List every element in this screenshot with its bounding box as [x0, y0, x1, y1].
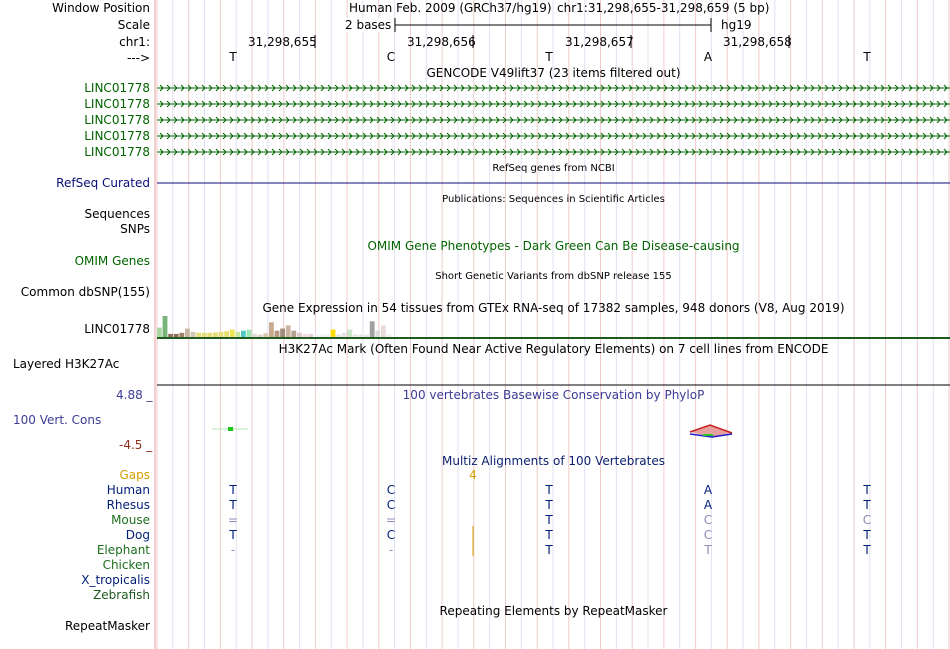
gencode-item-1[interactable]: LINC01778	[84, 81, 150, 95]
base-4: A	[703, 50, 713, 64]
gtex-bar[interactable]	[342, 333, 347, 337]
alignment-base: -	[230, 543, 236, 557]
scale-db: hg19	[721, 18, 752, 32]
gap-count: 4	[469, 468, 477, 482]
alignment-base: T	[545, 498, 553, 512]
species-label[interactable]: Human	[106, 483, 150, 497]
omim-label[interactable]: OMIM Genes	[74, 254, 150, 268]
gtex-bar[interactable]	[364, 335, 369, 338]
gtex-bar[interactable]	[269, 322, 274, 337]
gencode-transcript-line[interactable]	[157, 133, 950, 139]
alignment-base: C	[386, 483, 396, 497]
position-text[interactable]: chr1:31,298,655-31,298,659 (5 bp)	[557, 1, 770, 15]
alignment-base: =	[227, 513, 239, 527]
gtex-bar[interactable]	[325, 335, 330, 338]
alignment-base: T	[863, 483, 871, 497]
alignment-base: C	[703, 528, 713, 542]
alignment-base: T	[545, 528, 553, 542]
gtex-bar[interactable]	[286, 325, 291, 337]
gtex-title[interactable]: Gene Expression in 54 tissues from GTEx RNA-seq of 17382 samples, 948 donors (V8, Aug 2019)	[262, 301, 845, 315]
alignment-base: T	[229, 483, 237, 497]
refseq-label[interactable]: RefSeq Curated	[56, 176, 150, 190]
gtex-bar[interactable]	[252, 334, 257, 337]
alignment-base: T	[229, 498, 237, 512]
gtex-bar[interactable]	[370, 321, 375, 337]
gencode-item-3[interactable]: LINC01778	[84, 113, 150, 127]
gencode-transcript-line[interactable]	[157, 149, 950, 155]
alignment-base: A	[703, 483, 713, 497]
gtex-bar[interactable]	[163, 316, 168, 337]
gtex-bar[interactable]	[157, 328, 162, 338]
coordinate-ticks	[315, 35, 789, 48]
alignment-base: -	[388, 543, 394, 557]
gtex-bar[interactable]	[168, 334, 173, 337]
alignment-base: C	[386, 498, 396, 512]
gtex-bar[interactable]	[235, 332, 240, 337]
base-1: T	[229, 50, 237, 64]
gtex-bar[interactable]	[258, 335, 263, 338]
gtex-bar[interactable]	[263, 333, 268, 337]
gtex-bar[interactable]	[275, 331, 280, 337]
dbsnp-title[interactable]: Short Genetic Variants from dbSNP release 155	[435, 271, 672, 282]
phylop-max-label: 4.88 _	[116, 388, 153, 402]
gtex-bar[interactable]	[319, 335, 324, 338]
gtex-bar[interactable]	[207, 333, 212, 337]
phylop-signal[interactable]	[212, 425, 732, 437]
h3k27ac-title[interactable]: H3K27Ac Mark (Often Found Near Active Regulatory Elements) on 7 cell lines from ENCODE	[278, 342, 829, 356]
alignment-base: C	[386, 528, 396, 542]
gtex-expression-bars[interactable]	[157, 316, 391, 337]
species-label[interactable]: Mouse	[111, 513, 150, 527]
base-5: T	[863, 50, 871, 64]
dbsnp-label[interactable]: Common dbSNP(155)	[20, 285, 150, 299]
publications-title[interactable]: Publications: Sequences in Scientific Articles	[442, 194, 665, 205]
base-3: T	[545, 50, 553, 64]
gtex-bar[interactable]	[230, 330, 235, 337]
gtex-bar[interactable]	[353, 335, 358, 338]
gtex-bar[interactable]	[336, 335, 341, 338]
gtex-bar[interactable]	[247, 330, 252, 337]
gtex-bar[interactable]	[314, 335, 319, 338]
gtex-bar[interactable]	[213, 332, 218, 337]
omim-title[interactable]: OMIM Gene Phenotypes - Dark Green Can Be Disease-causing	[367, 239, 740, 253]
scale-value: 2 bases	[345, 18, 392, 32]
alignment-base: T	[545, 513, 553, 527]
phylop-min-label: -4.5 _	[119, 438, 153, 452]
gtex-bar[interactable]	[359, 335, 364, 338]
assembly-text: Human Feb. 2009 (GRCh37/hg19)	[349, 1, 552, 15]
snps-label[interactable]: SNPs	[120, 222, 150, 236]
gencode-transcript-line[interactable]	[157, 85, 950, 91]
species-label[interactable]: Elephant	[96, 543, 150, 557]
alignment-base: T	[863, 498, 871, 512]
gtex-bar[interactable]	[387, 335, 392, 338]
scale-label: Scale	[117, 18, 150, 32]
alignment-base: T	[545, 483, 553, 497]
window-position-label: Window Position	[52, 1, 150, 15]
repeatmasker-title[interactable]: Repeating Elements by RepeatMasker	[439, 604, 668, 618]
species-label[interactable]: Dog	[125, 528, 150, 542]
alignment-base: A	[703, 498, 713, 512]
gtex-bar[interactable]	[202, 333, 207, 337]
alignment-base: =	[385, 513, 397, 527]
alignment-base: C	[703, 513, 713, 527]
refseq-title[interactable]: RefSeq genes from NCBI	[492, 163, 615, 174]
gencode-title[interactable]: GENCODE V49lift37 (23 items filtered out)	[426, 66, 681, 80]
species-label[interactable]: Rhesus	[106, 498, 150, 512]
coord-1: 31,298,655	[248, 35, 317, 49]
strand-label: --->	[126, 51, 150, 65]
gaps-label: Gaps	[119, 468, 150, 482]
coord-3: 31,298,657	[565, 35, 634, 49]
gtex-bar[interactable]	[297, 333, 302, 337]
gtex-label[interactable]: LINC01778	[84, 322, 150, 336]
gencode-transcript-line[interactable]	[157, 117, 950, 123]
gtex-bar[interactable]	[241, 331, 246, 337]
coord-4: 31,298,658	[723, 35, 792, 49]
multiz-title[interactable]: Multiz Alignments of 100 Vertebrates	[441, 454, 666, 468]
alignment-base: T	[545, 543, 553, 557]
repeatmasker-label[interactable]: RepeatMasker	[64, 619, 150, 633]
species-label[interactable]: X_tropicalis	[81, 573, 150, 587]
alignment-base: T	[704, 543, 712, 557]
gtex-bar[interactable]	[224, 331, 229, 337]
alignment-base: C	[862, 513, 872, 527]
gtex-bar[interactable]	[280, 329, 285, 337]
sequences-label[interactable]: Sequences	[84, 207, 150, 221]
gtex-bar[interactable]	[179, 333, 184, 337]
phylop-label[interactable]: 100 Vert. Cons	[13, 413, 102, 427]
gtex-bar[interactable]	[331, 330, 336, 337]
gtex-bar[interactable]	[185, 329, 190, 337]
phylop-title[interactable]: 100 vertebrates Basewise Conservation by PhyloP	[402, 388, 705, 402]
gtex-bar[interactable]	[381, 325, 386, 337]
gtex-bar[interactable]	[174, 334, 179, 337]
alignment-base: T	[863, 543, 871, 557]
h3k27ac-label[interactable]: Layered H3K27Ac	[13, 357, 120, 371]
gtex-bar[interactable]	[196, 333, 201, 337]
alignment-base: T	[229, 528, 237, 542]
base-2: C	[386, 50, 396, 64]
gtex-bar[interactable]	[291, 331, 296, 337]
gtex-bar[interactable]	[308, 334, 313, 337]
species-label[interactable]: Chicken	[102, 558, 150, 572]
gtex-bar[interactable]	[303, 334, 308, 337]
species-label[interactable]: Zebrafish	[93, 588, 150, 602]
gencode-transcript-line[interactable]	[157, 101, 950, 107]
gtex-bar[interactable]	[347, 330, 352, 337]
gtex-bar[interactable]	[375, 331, 380, 337]
gtex-bar[interactable]	[219, 332, 224, 337]
alignment-base: T	[863, 528, 871, 542]
gencode-item-5[interactable]: LINC01778	[84, 145, 150, 159]
coord-2: 31,298,656	[407, 35, 476, 49]
gencode-item-2[interactable]: LINC01778	[84, 97, 150, 111]
gtex-bar[interactable]	[191, 332, 196, 337]
gencode-item-4[interactable]: LINC01778	[84, 129, 150, 143]
chrom-label: chr1:	[119, 35, 150, 49]
